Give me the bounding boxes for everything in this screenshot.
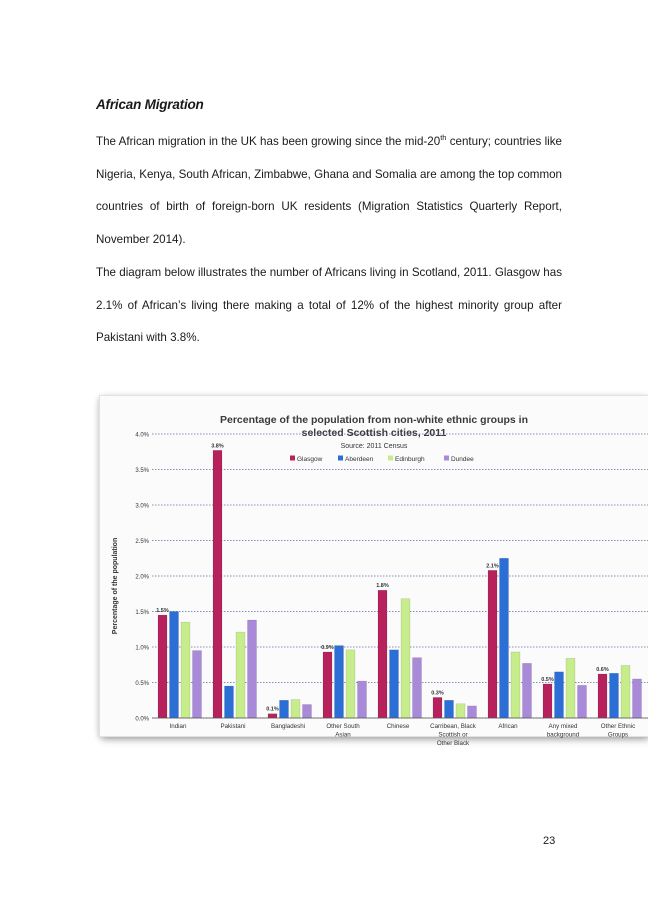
page-number: 23: [543, 835, 556, 847]
legend-label-aberdeen: Aberdeen: [345, 456, 374, 463]
bar-aberdeen-8: [610, 673, 619, 718]
legend-label-glasgow: Glasgow: [297, 456, 323, 463]
bar-glasgow-0: [158, 615, 167, 718]
paragraph-text: The African migration in the UK has been growing since the mid-20: [96, 135, 441, 148]
data-label-glasgow: 1.8%: [376, 583, 389, 590]
bar-glasgow-4: [378, 590, 387, 718]
y-tick-label: 0.5%: [135, 681, 149, 687]
bar-edinburgh-2: [291, 700, 300, 718]
data-label-glasgow: 0.6%: [596, 666, 609, 673]
y-tick-label: 2.5%: [135, 539, 149, 545]
x-category-label: Other Black: [436, 740, 470, 747]
legend-swatch-aberdeen: [338, 456, 343, 461]
y-tick-label: 1.5%: [135, 610, 149, 616]
bar-edinburgh-5: [456, 704, 465, 718]
superscript-th: th: [440, 133, 447, 143]
bar-edinburgh-7: [566, 658, 575, 718]
bar-dundee-8: [633, 679, 642, 718]
bar-dundee-2: [303, 705, 312, 718]
y-tick-label: 4.0%: [135, 432, 149, 439]
data-label-glasgow: 1.5%: [156, 608, 169, 615]
bar-aberdeen-3: [335, 646, 344, 718]
bar-dundee-3: [358, 681, 367, 718]
bar-glasgow-8: [598, 674, 607, 718]
bar-edinburgh-6: [511, 652, 520, 718]
bar-chart: [100, 396, 648, 747]
chart-title-line-2: selected Scottish cities, 2011: [301, 427, 447, 439]
legend-swatch-edinburgh: [388, 456, 393, 461]
bar-dundee-1: [248, 620, 257, 718]
x-category-label: Scottish or: [438, 731, 468, 739]
x-category-label: Chinese: [386, 723, 410, 730]
x-category-label: Bangladeshi: [270, 723, 306, 730]
data-label-glasgow: 2.1%: [486, 563, 499, 570]
y-tick-label: 0.0%: [135, 716, 149, 723]
data-label-glasgow: 0.9%: [321, 644, 334, 651]
legend-label-dundee: Dundee: [451, 456, 474, 463]
bar-dundee-4: [413, 658, 422, 718]
bar-edinburgh-3: [346, 650, 355, 718]
bar-dundee-5: [468, 706, 477, 718]
bar-glasgow-2: [268, 714, 277, 718]
legend-swatch-glasgow: [290, 456, 295, 461]
bar-glasgow-5: [433, 697, 442, 718]
data-label-glasgow: 0.5%: [541, 676, 554, 683]
x-category-label: Pakistani: [220, 723, 246, 730]
bar-aberdeen-1: [225, 686, 234, 718]
chart-title-line-1: Percentage of the population from non-white ethnic groups in: [219, 414, 529, 426]
bar-glasgow-7: [543, 684, 552, 718]
y-tick-label: 1.0%: [135, 645, 149, 652]
x-category-label: Any mixed: [548, 723, 578, 730]
bar-edinburgh-8: [621, 665, 630, 718]
bar-aberdeen-4: [390, 650, 399, 718]
chart-container: [100, 396, 648, 747]
x-category-label: Groups: [607, 731, 629, 739]
data-label-glasgow: 0.1%: [266, 706, 279, 713]
legend-label-edinburgh: Edinburgh: [395, 456, 425, 463]
y-tick-label: 3.5%: [135, 468, 149, 474]
bar-aberdeen-0: [170, 612, 179, 719]
x-category-label: African: [498, 723, 518, 730]
x-category-label: Asian: [335, 731, 351, 739]
bar-glasgow-1: [213, 450, 222, 718]
chart-subtitle: Source: 2011 Census: [340, 443, 408, 450]
bar-dundee-6: [523, 663, 532, 718]
bar-dundee-7: [578, 685, 587, 718]
legend-swatch-dundee: [444, 456, 449, 461]
bar-dundee-0: [193, 651, 202, 718]
x-category-label: Other Ethnic: [600, 723, 636, 730]
y-tick-label: 2.0%: [135, 574, 149, 581]
bar-aberdeen-5: [445, 700, 454, 718]
y-tick-label: 3.0%: [135, 503, 149, 510]
paragraph-text-continued: century; countries like Nigeria, Kenya, South African, Zimbabwe, Ghana and Somalia are among the top common countries of birth of foreign-born UK residents (Migration Statistics Quarterly Report, November 2014).: [96, 135, 562, 246]
paragraph-african-migration: [96, 126, 562, 256]
data-label-glasgow: 3.8%: [211, 443, 224, 450]
bar-edinburgh-4: [401, 599, 410, 718]
x-category-label: Carribean, Black: [430, 723, 476, 730]
paragraph-diagram-description: The diagram below illustrates the number of Africans living in Scotland, 2011. Glasgow has 2.1% of African’s living there making a total of 12% of the highest minority group after Pakistani with 3.8%.: [96, 266, 562, 344]
x-category-label: Other South: [326, 723, 360, 730]
y-axis-label: Percentage of the population: [112, 537, 119, 635]
bar-aberdeen-2: [280, 700, 289, 718]
x-category-label: Indian: [169, 723, 187, 730]
data-label-glasgow: 0.3%: [431, 690, 444, 697]
bar-edinburgh-0: [181, 622, 190, 718]
x-category-label: background: [546, 731, 580, 739]
bar-edinburgh-1: [236, 632, 245, 718]
bar-glasgow-3: [323, 652, 332, 718]
bar-aberdeen-7: [555, 672, 564, 718]
bar-aberdeen-6: [500, 558, 509, 718]
bar-glasgow-6: [488, 570, 497, 718]
section-heading: African Migration: [96, 97, 204, 112]
